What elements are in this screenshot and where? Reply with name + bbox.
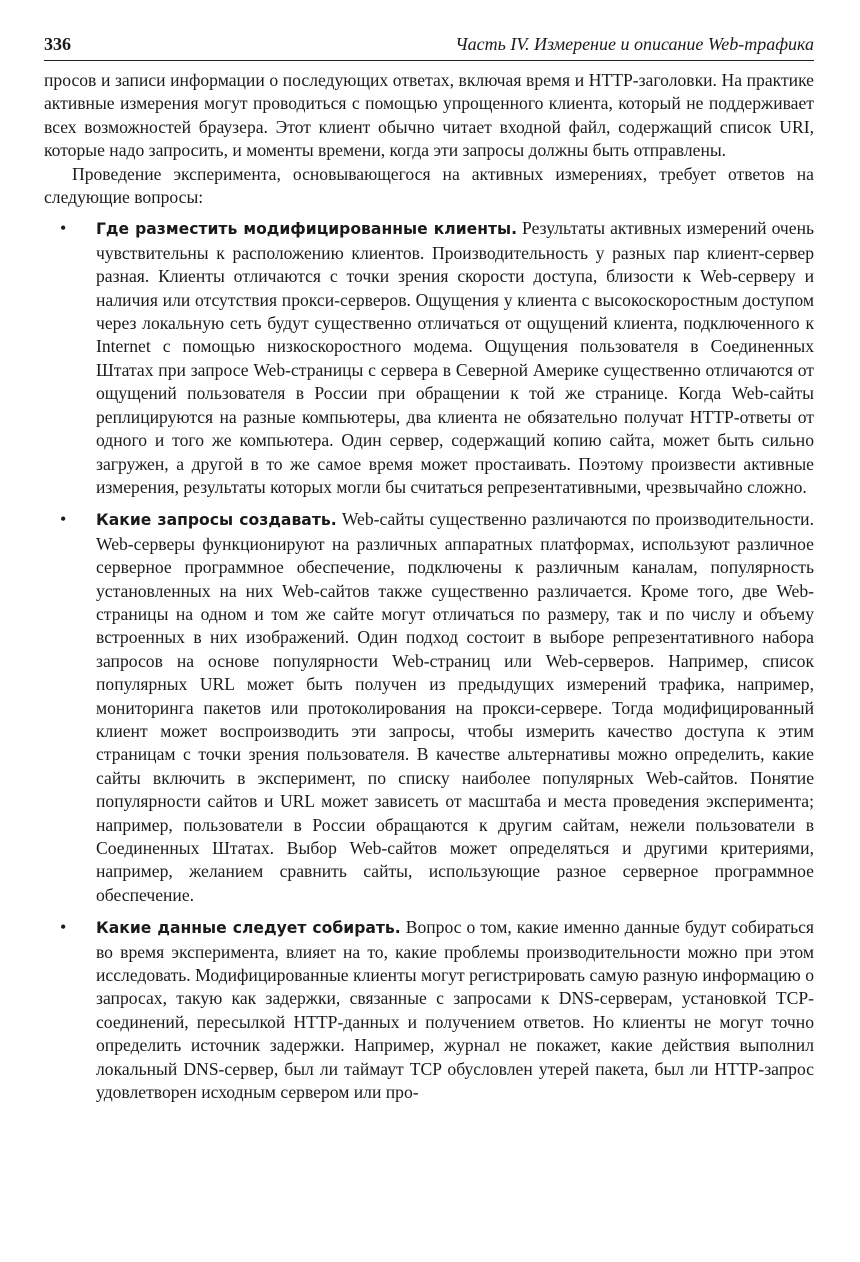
bullet-lead: Какие запросы создавать. xyxy=(96,511,337,530)
bullet-list xyxy=(44,217,814,1104)
bullet-lead: Какие данные следует собирать. xyxy=(96,919,401,938)
book-page xyxy=(44,30,814,1113)
page-number: 336 xyxy=(44,33,71,54)
running-head: Часть IV. Измерение и описание Web-трафика xyxy=(455,33,814,54)
bullet-text: Вопрос о том, какие именно данные будут собираться во время эксперимента, влияет на то, какие проблемы производительности можно при этом исследовать. Модифицированные клиенты могут регистрировать самую разную информацию о запросах, такую как задержки, связанные с запросами к DNS-серверам, установкой TCP-соединений, пересылкой HTTP-данных и получением ответов. Но клиенты не могут точно определить источник задержки. Например, журнал не покажет, какие действия выполнил локальный DNS-сервер, был ли таймаут TCP обусловлен утерей пакета, был ли HTTP-запрос удовлетворен исходным сервером или про- xyxy=(96,917,814,1103)
bullet-icon: • xyxy=(60,218,67,239)
paragraph-intro: Проведение эксперимента, основывающегося на активных измерениях, требует ответов на следующие вопросы: xyxy=(44,163,814,208)
page-header xyxy=(44,30,814,61)
bullet-text: Результаты активных измерений очень чувствительны к расположению клиентов. Производительность у разных пар клиент-сервер разная. Клиенты отличаются с точки зрения скорости доступа, близости к Web-серверу и наличия или отсутствия прокси-серверов. Ощущения у клиента с высокоскоростным доступом через локальную сеть будут существенно отличаться от ощущений клиента, подключенного к Internet с помощью низкоскоростного модема. Ощущения пользователя в Соединенных Штатах при запросе Web-страницы с сервера в Северной Америке существенно отличаются от ощущений пользователя в России при обращении к той же странице. Когда Web-сайты реплицируются на разные компьютеры, два клиента не обязательно получат HTTP-ответы от одного и того же компьютера. Один сервер, содержащий копию сайта, может быть сильно загружен, а другой в то же самое время может простаивать. Поэтому произвести активные измерения, результаты которых могли бы считаться репрезентативными, чрезвычайно сложно. xyxy=(96,218,815,497)
bullet-item-data-collection xyxy=(44,916,814,1104)
bullet-icon: • xyxy=(60,917,67,938)
bullet-item-requests xyxy=(44,508,814,907)
bullet-text: Web-сайты существенно различаются по производительности. Web-серверы функционируют на различных аппаратных платформах, используют различное серверное программное обеспечение, подключены к различным каналам, популярность установленных на них Web-сайтов также существенно различается. Кроме того, две Web-страницы на одном и том же сайте могут отличаться по размеру, так и по числу и объему встроенных в них изображений. Один подход состоит в выборе репрезентативного набора запросов на основе популярности Web-страниц или Web-серверов. Например, список популярных URL может быть получен из предыдущих измерений трафика, например, мониторинга пакетов или протоколирования на прокси-сервере. Тогда модифицированный клиент может воспроизводить эти запросы, чтобы измерить качество доступа к этим страницам с точки зрения пользователя. В качестве альтернативы можно определить, какие сайты включить в эксперимент, по списку наиболее популярных Web-сайтов. Понятие популярности сайтов и URL может зависеть от масштаба и места проведения эксперимента; например, пользователи в России обращаются к другим сайтам, нежели пользователи в Соединенных Штатах. Выбор Web-сайтов может определяться и другими критериями, например, желанием сравнить сайты, использующие разное серверное программное обеспечение. xyxy=(96,509,814,905)
bullet-item-client-placement xyxy=(44,217,814,499)
paragraph-continuation: просов и записи информации о последующих ответах, включая время и HTTP-заголовки. На практике активные измерения могут проводиться с помощью упрощенного клиента, который не поддерживает всех возможностей браузера. Этот клиент обычно читает входной файл, содержащий список URI, которые надо запросить, и моменты времени, когда эти запросы должны быть отправлены. xyxy=(44,70,814,161)
bullet-icon: • xyxy=(60,509,67,530)
bullet-lead: Где разместить модифицированные клиенты. xyxy=(96,220,518,239)
